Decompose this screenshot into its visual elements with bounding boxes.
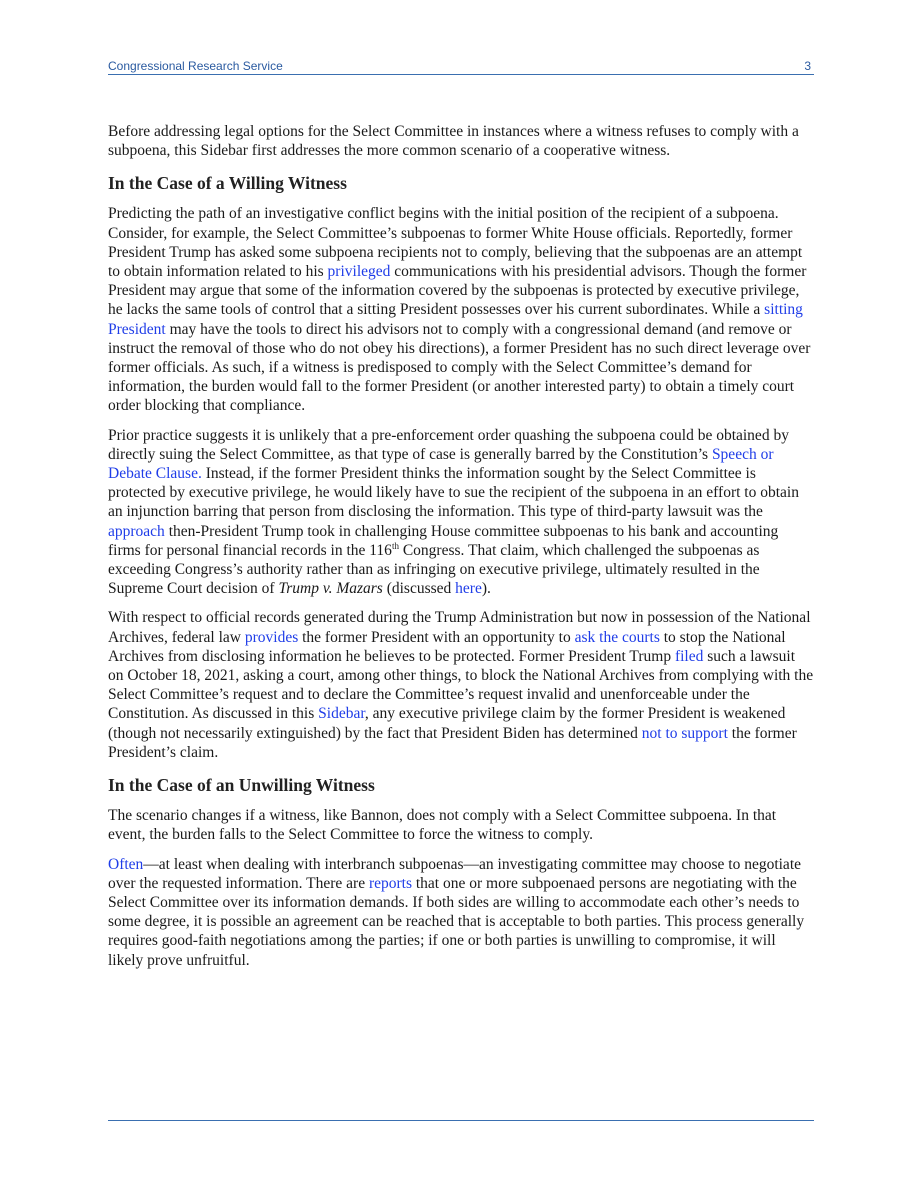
text-run: the former President’s claim. — [108, 724, 797, 761]
header-organization: Congressional Research Service — [108, 59, 283, 73]
intro-paragraph: Before addressing legal options for the Select Committee in instances where a witness refuses to comply with a subpoena, this Sidebar first addresses the more common scenario of a cooperative witness. — [108, 123, 799, 160]
text-run: that one or more subpoenaed persons are negotiating with the Select Committee over its information demands. If both sides are willing to accommodate each other’s needs to some degree, it is possible an agreement can be reached that is acceptable to both parties. This process generally requires good-faith negotiations among the parties; if one or both parties is unwilling to compromise, it will likely prove unfruitful. — [108, 874, 805, 969]
text-run: ). — [481, 580, 491, 598]
ordinal-superscript: th — [391, 540, 399, 551]
text-run: Predicting the path of an investigative conflict begins with the initial position of the recipient of a subpoena. Consider, for example, the Select Committee’s subpoenas to former White House officials. Reportedly, former President Trump has asked some subpoena recipients not to comply, believing that the subpoenas are an attempt to obtain information related to his — [108, 205, 803, 281]
footer-divider — [108, 1120, 814, 1121]
section-heading-willing-witness: In the Case of a Willing Witness — [108, 173, 347, 194]
link-filed[interactable]: filed — [674, 647, 704, 665]
text-run: to stop the National Archives from disclosing information he believes to be protected. Former President Trump — [108, 628, 786, 665]
link-provides[interactable]: provides — [244, 628, 299, 646]
text-run: the former President with an opportunity to — [298, 628, 575, 646]
page-number: 3 — [804, 59, 811, 73]
link-speech-or-debate-clause[interactable]: Speech or Debate Clause. — [108, 445, 774, 483]
link-not-to-support[interactable]: not to support — [641, 724, 728, 742]
text-run: With respect to official records generated during the Trump Administration but now in possession of the National Archives, federal law — [108, 609, 811, 646]
text-run: communications with his presidential advisors. Though the former President may argue that some of the information covered by the subpoenas is protected by executive privilege, he lacks the same tools of control that a sitting President possesses over his current subordinates. While a — [108, 263, 807, 319]
link-approach[interactable]: approach — [108, 522, 165, 540]
text-run: then-President Trump took in challenging House committee subpoenas to his bank and accounting firms for personal financial records in the 116 — [108, 522, 779, 559]
case-name: Trump v. Mazars — [278, 580, 383, 598]
willing-paragraph-1 — [108, 204, 814, 415]
link-sitting-president[interactable]: sitting President — [108, 301, 803, 338]
link-privileged[interactable]: privileged — [327, 263, 391, 281]
willing-paragraph-2 — [108, 426, 814, 599]
link-often[interactable]: Often — [108, 855, 144, 873]
document-body — [108, 122, 814, 980]
link-sidebar[interactable]: Sidebar — [318, 705, 365, 723]
text-run: Prior practice suggests it is unlikely that a pre-enforcement order quashing the subpoena could be obtained by directly suing the Select Committee, as that type of case is generally barred by the Constitution’s — [108, 426, 789, 463]
text-run: —at least when dealing with interbranch subpoenas—an investigating committee may choose to negotiate over the requested information. There are — [108, 855, 802, 892]
unwilling-paragraph-2 — [108, 855, 814, 970]
page-header — [108, 58, 814, 75]
text-run: may have the tools to direct his advisors not to comply with a congressional demand (and remove or instruct the removal of those who do not obey his directions), a former President has no such direct leverage over former officials. As such, if a witness is predisposed to comply with the Select Committee’s demand for information, the burden would fall to the former President (or another interested party) to obtain a timely court order blocking that compliance. — [108, 320, 811, 415]
text-run: such a lawsuit on October 18, 2021, asking a court, among other things, to block the National Archives from complying with the Select Committee’s request and to declare the Committee’s request invalid and unenforceable under the Constitution. As discussed in this — [108, 647, 814, 723]
text-run: Instead, if the former President thinks the information sought by the Select Committee is protected by executive privilege, he would likely have to sue the recipient of the subpoena in an effort to obtain an injunction barring that person from disclosing the information. This type of third-party lawsuit was the — [108, 465, 799, 521]
unwilling-paragraph-1: The scenario changes if a witness, like Bannon, does not comply with a Select Committee subpoena. In that event, the burden falls to the Select Committee to force the witness to comply. — [108, 807, 777, 844]
section-heading-unwilling-witness: In the Case of an Unwilling Witness — [108, 775, 375, 796]
willing-paragraph-3 — [108, 608, 814, 762]
text-run: , any executive privilege claim by the former President is weakened (though not necessarily extinguished) by the fact that President Biden has determined — [108, 705, 786, 742]
text-run: (discussed — [382, 580, 456, 598]
text-run: Congress. That claim, which challenged the subpoenas as exceeding Congress’s authority rather than as infringing on executive privilege, ultimately resulted in the Supreme Court decision of — [108, 541, 760, 598]
link-ask-the-courts[interactable]: ask the courts — [574, 628, 660, 646]
link-reports[interactable]: reports — [368, 874, 412, 892]
link-here[interactable]: here — [455, 580, 482, 598]
